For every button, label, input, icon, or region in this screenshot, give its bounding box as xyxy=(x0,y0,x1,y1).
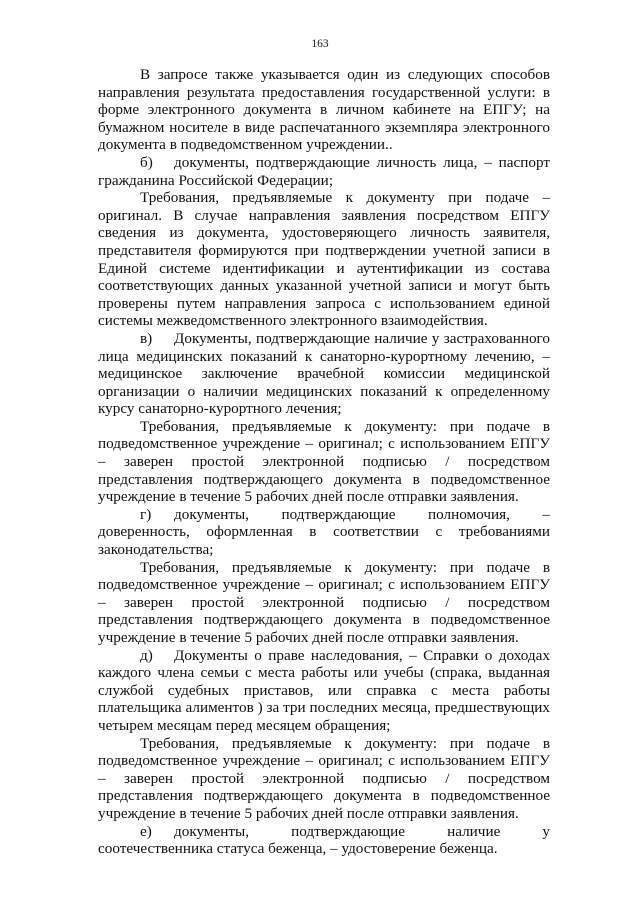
paragraph-requirements xyxy=(98,559,550,647)
paragraph-requirements xyxy=(98,189,550,330)
paragraph-requirements xyxy=(98,735,550,823)
list-item-d xyxy=(98,647,550,735)
paragraph-text: Документы, подтверждающие наличие у застрахованного лица медицинских показаний к санаторно-курортному лечению, – медицинское заключение врачебной комиссии медицинской организации о наличии медицинских показаний к определенному курсу санаторно-курортного лечения; xyxy=(98,329,550,418)
list-item-letter: г) xyxy=(140,505,152,523)
paragraph-text: Требования, предъявляемые к документу: при подаче в подведомственное учреждение – оригинал; с использованием ЕПГУ – заверен простой электронной подписью / посредством представления подтверждающего документа в подведомственное учреждение в течение 5 рабочих дней после отправки заявления. xyxy=(98,558,550,646)
list-item-letter: е) xyxy=(140,822,152,840)
paragraph-text: документы, подтверждающие личность лица, – паспорт гражданина Российской Федерации; xyxy=(98,153,550,189)
paragraph-text: документы, подтверждающие наличие у соотечественника статуса беженца, – удостоверение беженца. xyxy=(98,822,550,858)
list-item-letter: в) xyxy=(140,329,153,347)
page-number: 163 xyxy=(311,38,329,50)
list-item-letter: д) xyxy=(140,646,153,664)
paragraph-text: Требования, предъявляемые к документу: при подаче в подведомственное учреждение – оригинал; с использованием ЕПГУ – заверен простой электронной подписью / посредством представления подтверждающего документа в подведомственное учреждение в течение 5 рабочих дней после отправки заявления. xyxy=(98,734,550,822)
list-item-v xyxy=(98,330,550,418)
list-item-b xyxy=(98,154,550,189)
paragraph-requirements xyxy=(98,418,550,506)
list-item-letter: б) xyxy=(140,153,153,171)
list-item-g xyxy=(98,506,550,559)
document-body xyxy=(98,66,550,858)
list-item-e xyxy=(98,823,550,858)
paragraph-return-methods xyxy=(98,66,550,154)
paragraph-text: Требования, предъявляемые к документу: при подаче в подведомственное учреждение – оригинал; с использованием ЕПГУ – заверен простой электронной подписью / посредством представления подтверждающего документа в подведомственное учреждение в течение 5 рабочих дней после отправки заявления. xyxy=(98,417,550,506)
paragraph-text: документы, подтверждающие полномочия, – доверенность, оформленная в соответствии с требованиями законодательства; xyxy=(98,505,550,559)
paragraph-text: Документы о праве наследования, – Справки о доходах каждого члена семьи с места работы или учебы (спрака, выданная службой судебных приставов, или справка с места работы плательщика алиментов ) за три последних месяца, предшествующих четырем месяцам перед месяцем обращения; xyxy=(98,646,550,734)
paragraph-text: Требования, предъявляемые к документу при подаче – оригинал. В случае направления заявления посредством ЕПГУ сведения из документа, удостоверяющего личность заявителя, представителя формируются при подтверждении учетной записи в Единой системе идентификации и аутентификации из состава соответствующих данных указанной учетной записи и могут быть проверены путем направления запроса с использованием единой системы межведомственного электронного взаимодействия. xyxy=(98,189,550,330)
paragraph-text: В запросе также указывается один из следующих способов направления результата предоставления государственной услуги: в форме электронного документа в личном кабинете на ЕПГУ; на бумажном носителе в виде распечатанного экземпляра электронного документа в подведомственном учреждении.. xyxy=(98,66,550,154)
